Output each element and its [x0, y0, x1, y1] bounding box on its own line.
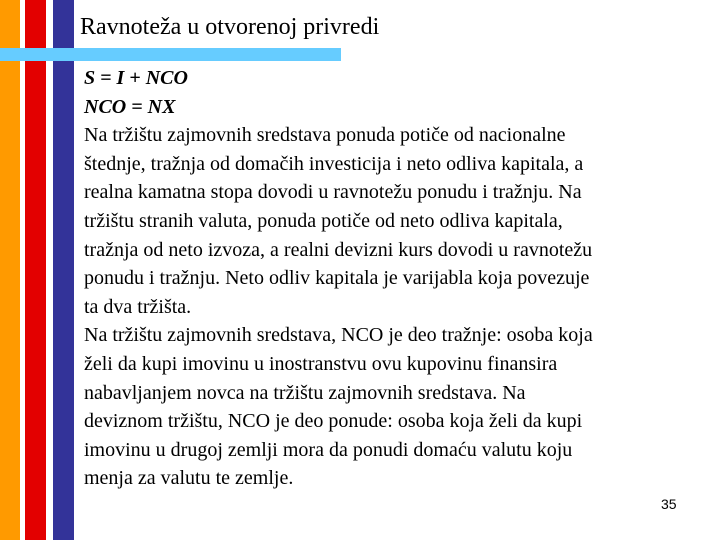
text-line: tržištu stranih valuta, ponuda potiče od neto odliva kapitala,	[84, 209, 563, 232]
text-line: nabavljanjem novca na tržištu zajmovnih sredstava. Na	[84, 381, 526, 404]
text-line: ta dva tržišta.	[84, 295, 192, 318]
text-line: realna kamatna stopa dovodi u ravnotežu ponudu i tražnju. Na	[84, 181, 582, 204]
text-line: ponudu i tražnju. Neto odliv kapitala je varijabla koja povezuje	[84, 267, 590, 290]
page-number: 35	[661, 496, 677, 512]
text-line: tražnja od neto izvoza, a realni devizni kurs dovodi u ravnotežu	[84, 238, 593, 261]
title-underline-bar	[0, 48, 341, 61]
equation: NCO = NX	[84, 95, 176, 118]
equation: S = I + NCO	[84, 67, 188, 89]
slide-title: Ravnoteža u otvorenoj privredi	[80, 14, 380, 40]
blue-stripe	[53, 0, 74, 540]
text-line: deviznom tržištu, NCO je deo ponude: osoba koja želi da kupi	[84, 410, 583, 433]
text-line: imovinu u drugoj zemlji mora da ponudi domaću valutu koju	[84, 438, 573, 461]
text-line: Na tržištu zajmovnih sredstava, NCO je deo tražnje: osoba koja	[84, 324, 593, 347]
text-line: menja za valutu te zemlje.	[84, 467, 294, 490]
text-line: Na tržištu zajmovnih sredstava ponuda potiče od nacionalne	[84, 124, 566, 147]
orange-stripe	[0, 0, 20, 540]
red-stripe	[25, 0, 46, 540]
slide-body	[84, 64, 714, 493]
text-line: štednje, tražnja od domačih investicija i neto odliva kapitala, a	[84, 152, 584, 175]
text-line: želi da kupi imovinu u inostranstvu ovu kupovinu finansira	[84, 352, 558, 375]
